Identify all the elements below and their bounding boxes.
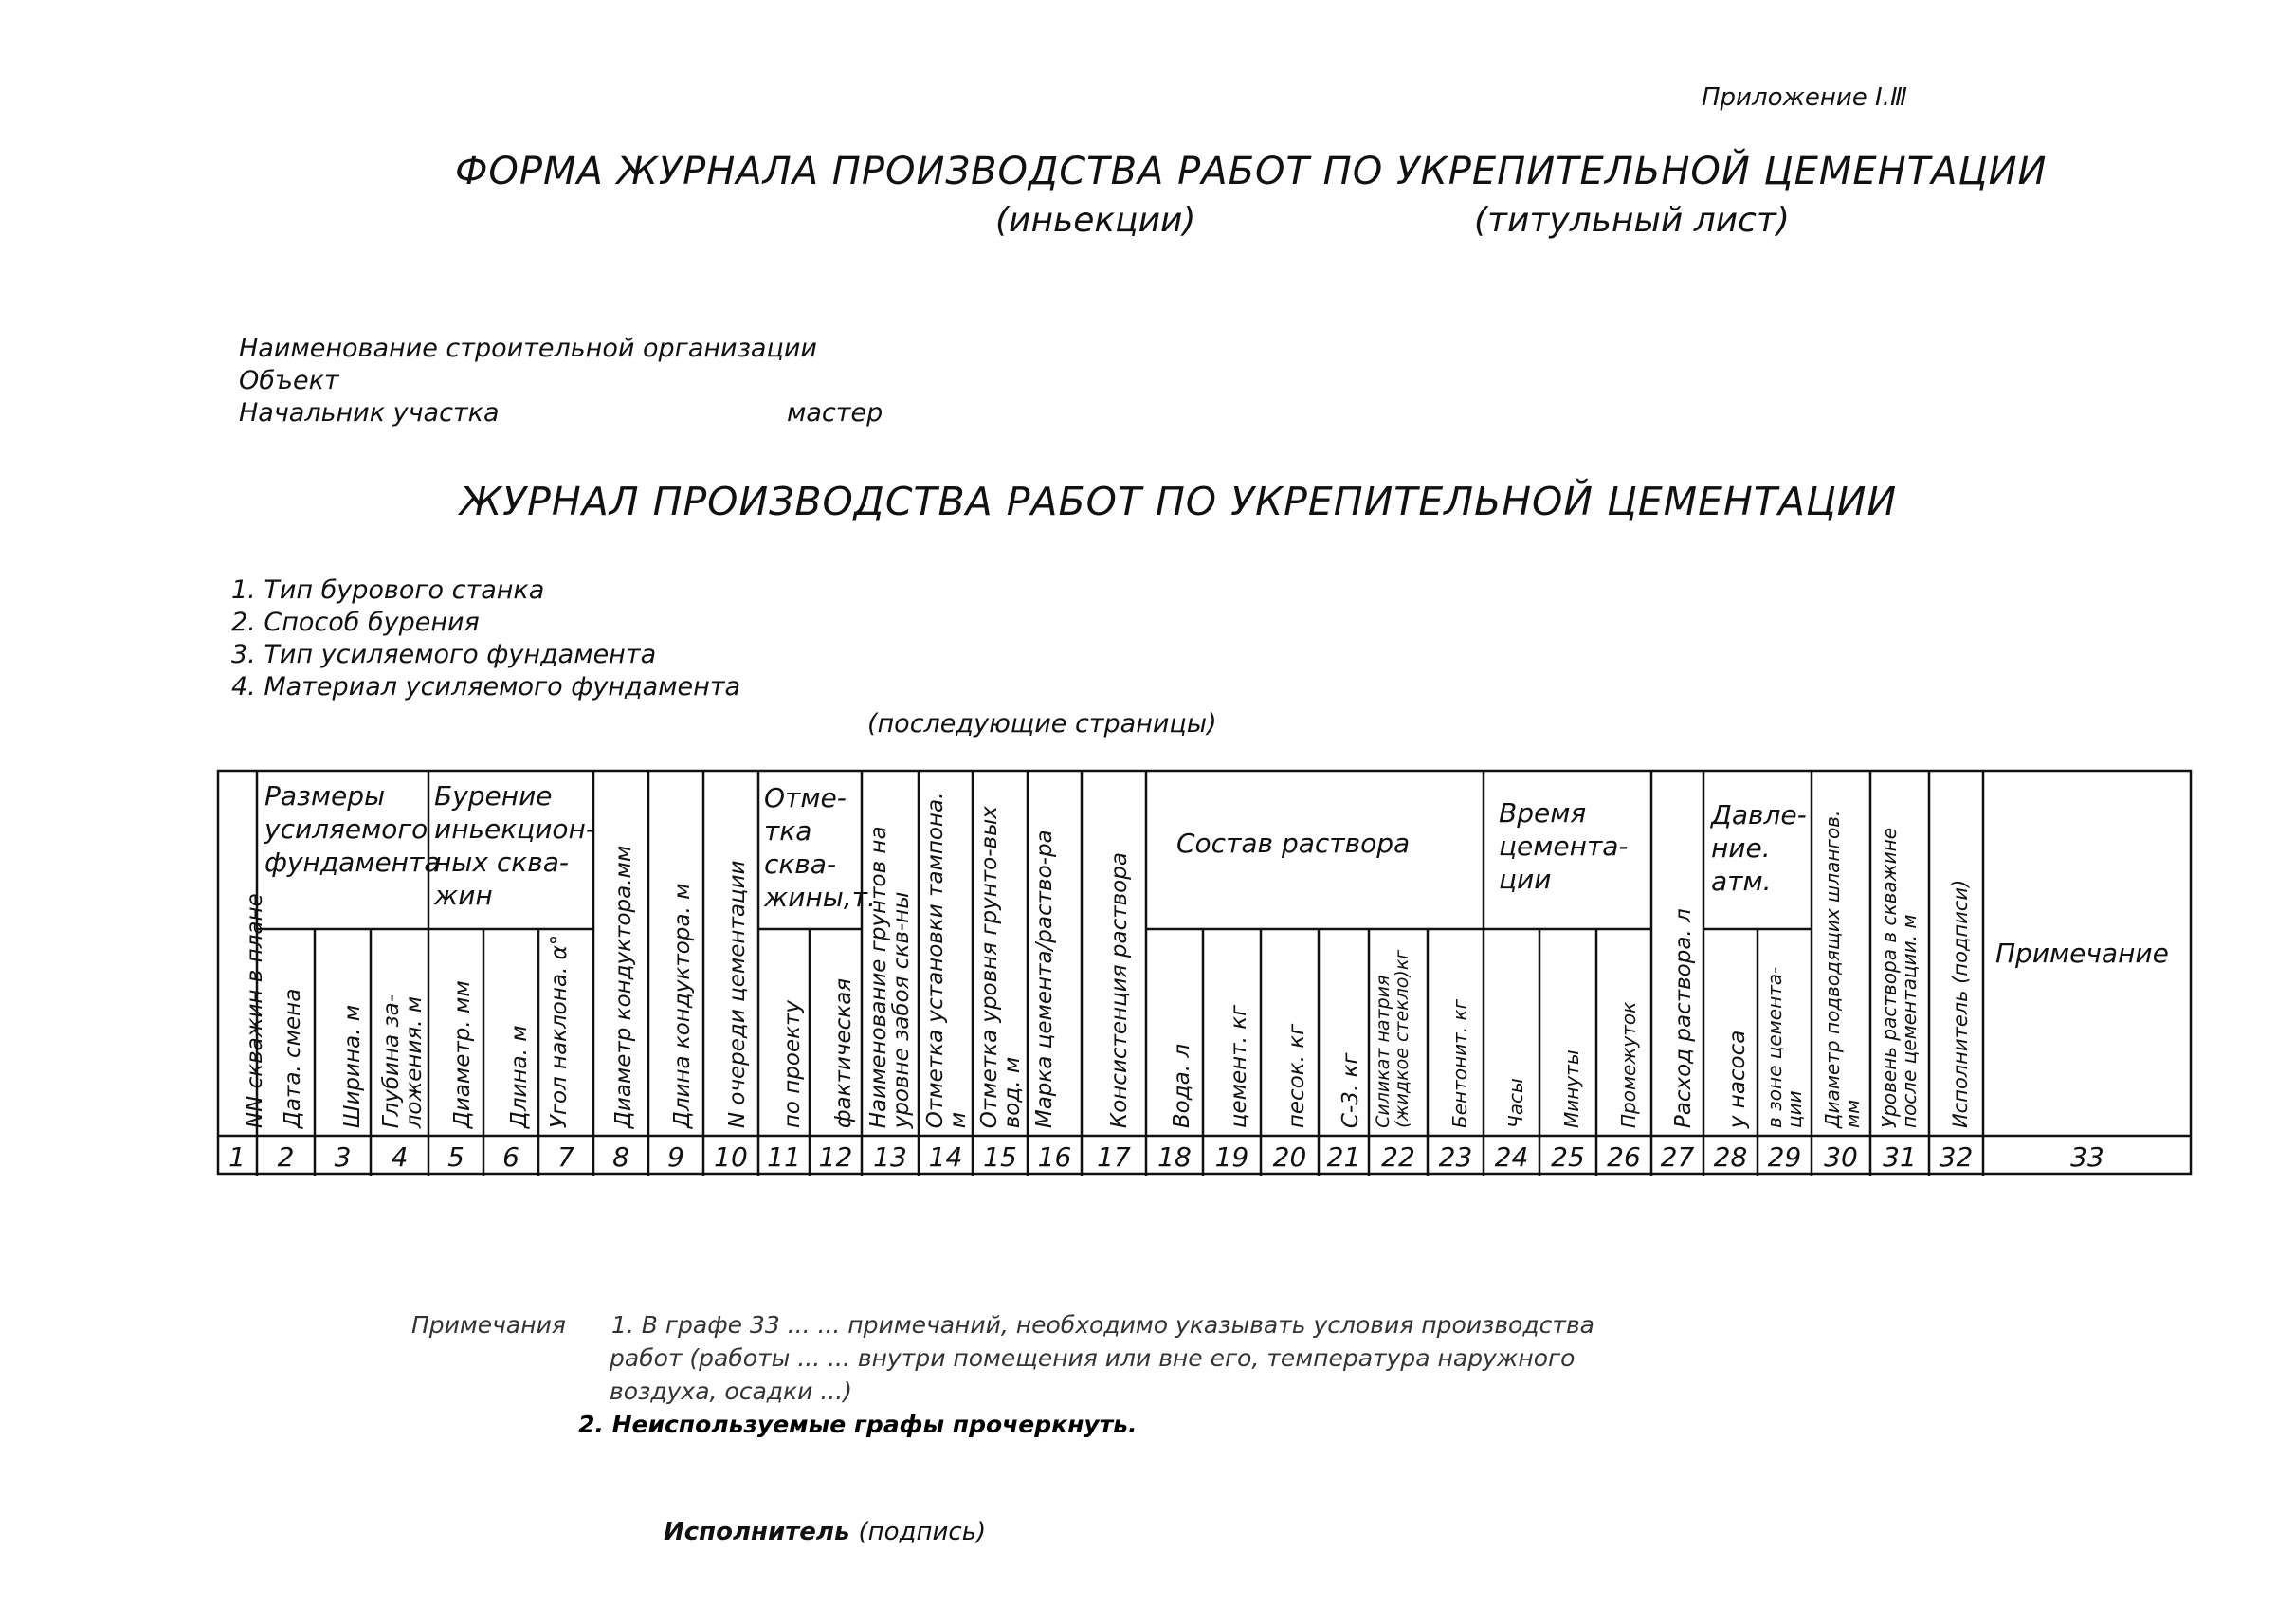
col-16: Марка цемента/раство-ра — [1032, 830, 1057, 1128]
group-hole-marks: Отме-тка сква-жины,т. — [764, 782, 876, 913]
col-number: 31 — [1883, 1141, 1917, 1173]
col-number: 26 — [1607, 1141, 1641, 1173]
col-number: 6 — [502, 1141, 519, 1173]
col-number: 32 — [1939, 1141, 1974, 1173]
object-field: Объект — [239, 366, 339, 395]
col-number: 27 — [1660, 1141, 1695, 1173]
col-12: фактическая — [831, 977, 856, 1128]
col-18: Вода. л — [1170, 1043, 1194, 1128]
col-7: Угол наклона. α° — [547, 934, 572, 1128]
col-number: 20 — [1272, 1141, 1307, 1173]
group-pressure: Давле-ние. атм. — [1711, 799, 1807, 897]
col-number: 23 — [1438, 1141, 1473, 1173]
col-20: песок. кг — [1284, 1023, 1309, 1128]
note-line-unused-columns: 2. Неиспользуемые графы прочеркнуть. — [578, 1411, 1138, 1438]
col-17: Консистенция раствора — [1107, 851, 1132, 1128]
col-2: Дата. смена — [281, 988, 305, 1128]
org-name-field: Наименование строительной организации — [239, 334, 817, 363]
master-field: мастер — [787, 398, 883, 428]
col-29: в зоне цемента-ции — [1763, 966, 1806, 1128]
col-number: 29 — [1767, 1141, 1802, 1173]
col-number: 8 — [612, 1141, 629, 1173]
list-item: 3. Тип усиляемого фундамента — [231, 640, 657, 669]
col-32: Исполнитель (подписи) — [1949, 879, 1972, 1128]
journal-title: ЖУРНАЛ ПРОИЗВОДСТВА РАБОТ ПО УКРЕПИТЕЛЬНОЙ ЦЕМЕНТАЦИИ — [460, 479, 1898, 524]
col-5: Диаметр. мм — [450, 980, 475, 1128]
note-line: 1. В графе 33 ... ... примечаний, необходимо указывать условия производства — [611, 1311, 1594, 1339]
col-number: 17 — [1097, 1141, 1131, 1173]
form-subtitle-title-page: (титульный лист) — [1474, 201, 1790, 240]
col-22: Силикат натрия (жидкое стекло)кг — [1373, 949, 1412, 1128]
col-number: 24 — [1494, 1141, 1529, 1173]
col-number: 33 — [2070, 1141, 2104, 1173]
col-number: 9 — [667, 1141, 684, 1173]
col-15: Отметка уровня грунто-вых вод. м — [977, 805, 1026, 1128]
col-number: 5 — [447, 1141, 464, 1173]
col-number: 18 — [1157, 1141, 1192, 1173]
next-pages-label: (последующие страницы) — [867, 709, 1217, 739]
col-number: 3 — [334, 1141, 352, 1173]
col-number: 15 — [983, 1141, 1017, 1173]
col-number: 11 — [767, 1141, 801, 1173]
group-cementation-time: Время цемента-ции — [1499, 797, 1629, 895]
executor-label: Исполнитель — [664, 1518, 850, 1546]
col-3: Ширина. м — [340, 1004, 365, 1128]
form-subtitle-injection: (иньекции) — [995, 201, 1196, 240]
executor-signature — [664, 1518, 986, 1546]
col-24: Часы — [1504, 1078, 1527, 1128]
col-6: Длина. м — [507, 1025, 532, 1128]
group-drilling: Бурение иньекцион-ных сква-жин — [434, 780, 595, 911]
col-number: 14 — [928, 1141, 963, 1173]
col-31: Уровень раствора в скважине после цементации. м — [1878, 827, 1921, 1128]
col-number: 7 — [557, 1141, 574, 1173]
col-10: N очереди цементации — [725, 860, 750, 1128]
list-item: 4. Материал усиляемого фундамента — [231, 672, 741, 702]
col-21: С-3. кг — [1339, 1052, 1363, 1128]
list-item: 2. Способ бурения — [231, 608, 480, 637]
col-11: по проекту — [780, 999, 805, 1128]
col-26: Промежуток — [1617, 1001, 1640, 1128]
col-number: 13 — [873, 1141, 907, 1173]
col-19: цемент. кг — [1227, 1004, 1251, 1128]
notes-label: Примечания — [411, 1311, 566, 1339]
note-line: воздуха, осадки ...) — [610, 1378, 852, 1405]
form-title: ФОРМА ЖУРНАЛА ПРОИЗВОДСТВА РАБОТ ПО УКРЕПИТЕЛЬНОЙ ЦЕМЕНТАЦИИ — [455, 150, 2048, 193]
executor-sign-hint: (подпись) — [858, 1518, 987, 1546]
col-4: Глубина за-ложения. м — [379, 994, 428, 1128]
col-1: NN скважин в плане — [243, 893, 267, 1128]
col-number: 16 — [1037, 1141, 1072, 1173]
col-9: Длина кондуктора. м — [670, 883, 695, 1128]
col-number: 25 — [1551, 1141, 1585, 1173]
journal-table — [217, 770, 2192, 1176]
col-number: 4 — [391, 1141, 409, 1173]
col-30: Диаметр подводящих шлангов. мм — [1821, 810, 1864, 1128]
col-number: 2 — [277, 1141, 295, 1173]
col-number: 10 — [714, 1141, 748, 1173]
note-line: работ (работы ... ... внутри помещения или вне его, температура наружного — [610, 1344, 1576, 1372]
col-number: 12 — [818, 1141, 853, 1173]
col-remark: Примечание — [1995, 938, 2169, 969]
site-chief-field: Начальник участка — [239, 398, 500, 428]
col-number: 22 — [1381, 1141, 1415, 1173]
col-25: Минуты — [1560, 1049, 1583, 1128]
col-number: 1 — [228, 1141, 246, 1173]
col-28: у насоса — [1725, 1030, 1750, 1128]
col-number: 30 — [1824, 1141, 1858, 1173]
col-8: Диаметр кондуктора.мм — [611, 845, 636, 1128]
group-mix-composition: Состав раствора — [1176, 828, 1411, 859]
col-27: Расход раствора. л — [1671, 908, 1696, 1128]
col-number: 21 — [1326, 1141, 1361, 1173]
col-number: 19 — [1214, 1141, 1249, 1173]
list-item: 1. Тип бурового станка — [231, 575, 545, 605]
group-foundation-sizes: Размеры усиляемого фундамента — [264, 780, 441, 878]
col-14: Отметка установки тампона. м — [923, 792, 972, 1128]
col-number: 28 — [1713, 1141, 1748, 1173]
col-23: Бентонит. кг — [1448, 998, 1471, 1128]
appendix-label: Приложение I.Ⅲ — [1702, 83, 1907, 112]
col-13: Наименование грунтов на уровне забоя скв-ны — [866, 826, 915, 1128]
